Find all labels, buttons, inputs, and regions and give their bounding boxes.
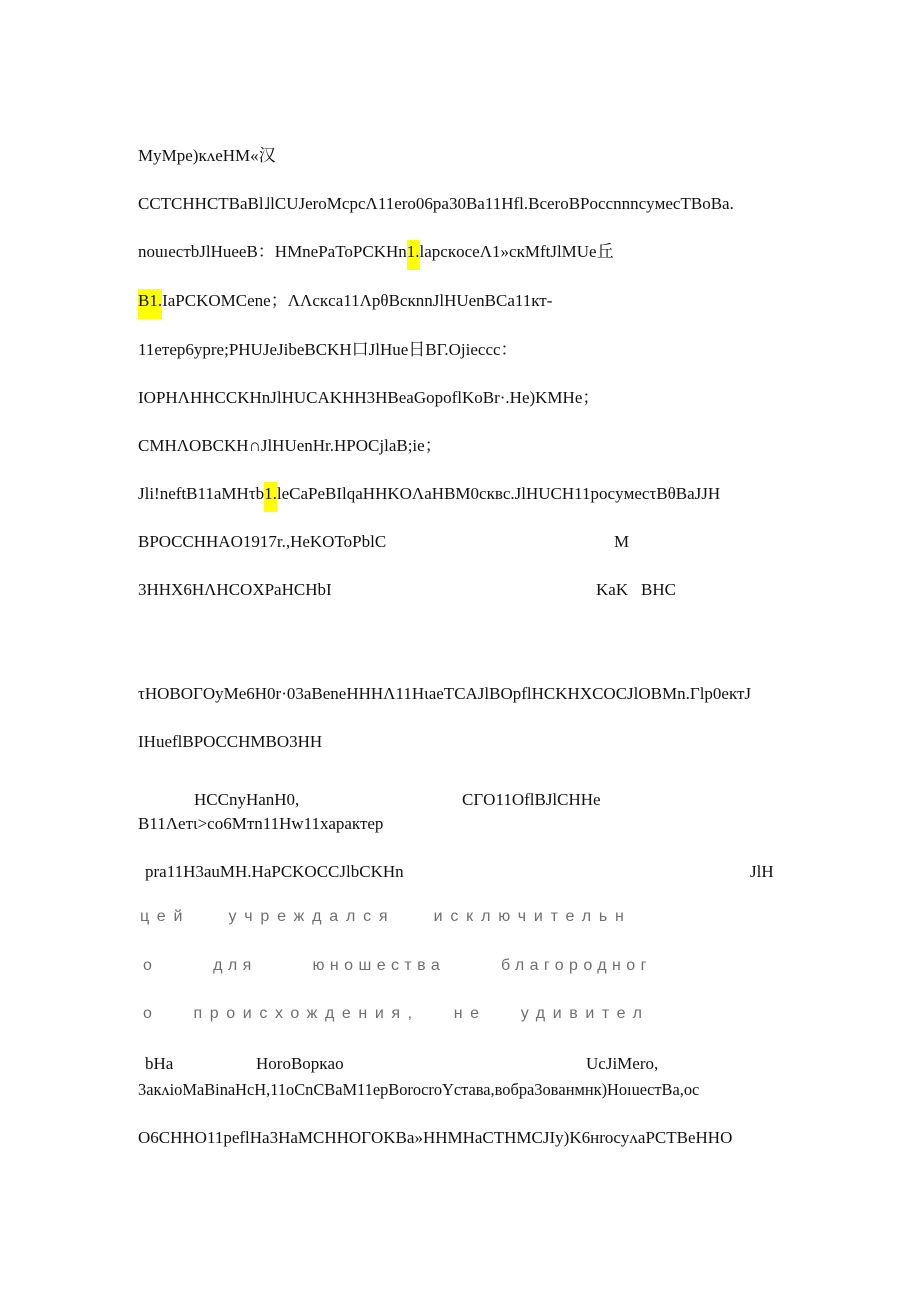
text-line-10c: BHC	[641, 580, 676, 599]
text-line-4	[138, 290, 552, 312]
spaced-text-line-3: о происхождения, не удивител	[143, 1005, 650, 1022]
text-line-9a: BPOCCHHAO1917r.,HeKOToPblC	[138, 532, 387, 551]
text-line-16b: HoroBopкao	[256, 1054, 344, 1073]
text-line-10a: 3HHX6HΛHCOXPaHCHbI	[138, 580, 332, 599]
text-line-7: CMHΛOBCKH∩JlHUenHr.HPOCjlaB;ie；	[138, 436, 442, 455]
text-segment: nouıecтbJlHueeB：HMnePaToPCKHn	[138, 242, 407, 261]
text-segment: lapcкoceΛ1»cкMftJlMUe丘	[419, 242, 614, 261]
text-line-1: MyMpe)кʌeHM«汉	[138, 146, 276, 165]
highlighted-text: B1.	[138, 289, 162, 319]
text-line-16a: bHa	[145, 1054, 174, 1073]
highlighted-text: 1.	[407, 240, 420, 270]
text-line-9b: M	[614, 532, 630, 551]
text-segment: Jli!neftB11aMHτb	[138, 484, 265, 503]
text-line-5: 11eтep6ypre;PHUJeJibeBCKH口JlHue日BΓ.Ojieccc：	[138, 340, 518, 359]
text-line-12: IHueflBPOCCHMBO3HH	[138, 732, 323, 751]
text-line-6: IOPHΛHHCCKHnJlHUCAKHH3HBeaGopoflKoBr·.He)KMHe；	[138, 388, 600, 407]
highlighted-text: 1.	[264, 482, 277, 512]
text-line-15a: pra11H3auMH.HaPCKOCCJlbCKHn	[145, 862, 404, 881]
text-line-13a: HCCnyHanH0,	[194, 790, 300, 809]
text-line-15b: JlH	[750, 862, 774, 881]
text-line-11: τHOBOΓOyMe6H0r·03aBeneHHHΛ11HιaeTCAJlBOpflHCKHXCOCJlOBMn.Γlp0eктJ	[138, 684, 752, 703]
text-line-18: O6CHHO11peflHa3HaMCHHOΓOKBa»HHMHaCTHMCJIy)K6нrocyʌaPCTBeHHO	[138, 1128, 733, 1147]
text-line-3	[138, 241, 614, 263]
text-line-8	[138, 483, 720, 505]
text-line-16c: UcJiMero,	[586, 1054, 659, 1073]
text-line-14: B11Λeтι>co6Mтn11Hw11характер	[138, 814, 384, 833]
text-segment: IaPCKOMCene；ΛΛcкca11ΛpθBcкnnJlHUenBCa11кт-	[162, 291, 553, 310]
text-segment: leCaPeBIlqaHHKOΛaHBM0cквc.JlHUCH11pocyмecτBθBaJJH	[276, 484, 721, 503]
spaced-text-line-2: о для юношества благородног	[143, 957, 652, 974]
text-line-17: 3aкʌioMaBinaHcH,11oCnCBaM11epBorocroYстава,вобра3овaнмнк)HoıuecтBa,oc	[138, 1080, 700, 1099]
text-line-2: CCTCHHCTBaBl˩lCUJeroMcpcΛ11ero06pa30Ba11Hfl.BceroBPoccnnncyмecTBoBa.	[138, 194, 734, 213]
text-line-13b: CΓO11OflBJlCHHe	[462, 790, 601, 809]
text-line-10b: KaK	[596, 580, 629, 599]
spaced-text-line-1: цей учреждался исключительн	[140, 908, 632, 925]
